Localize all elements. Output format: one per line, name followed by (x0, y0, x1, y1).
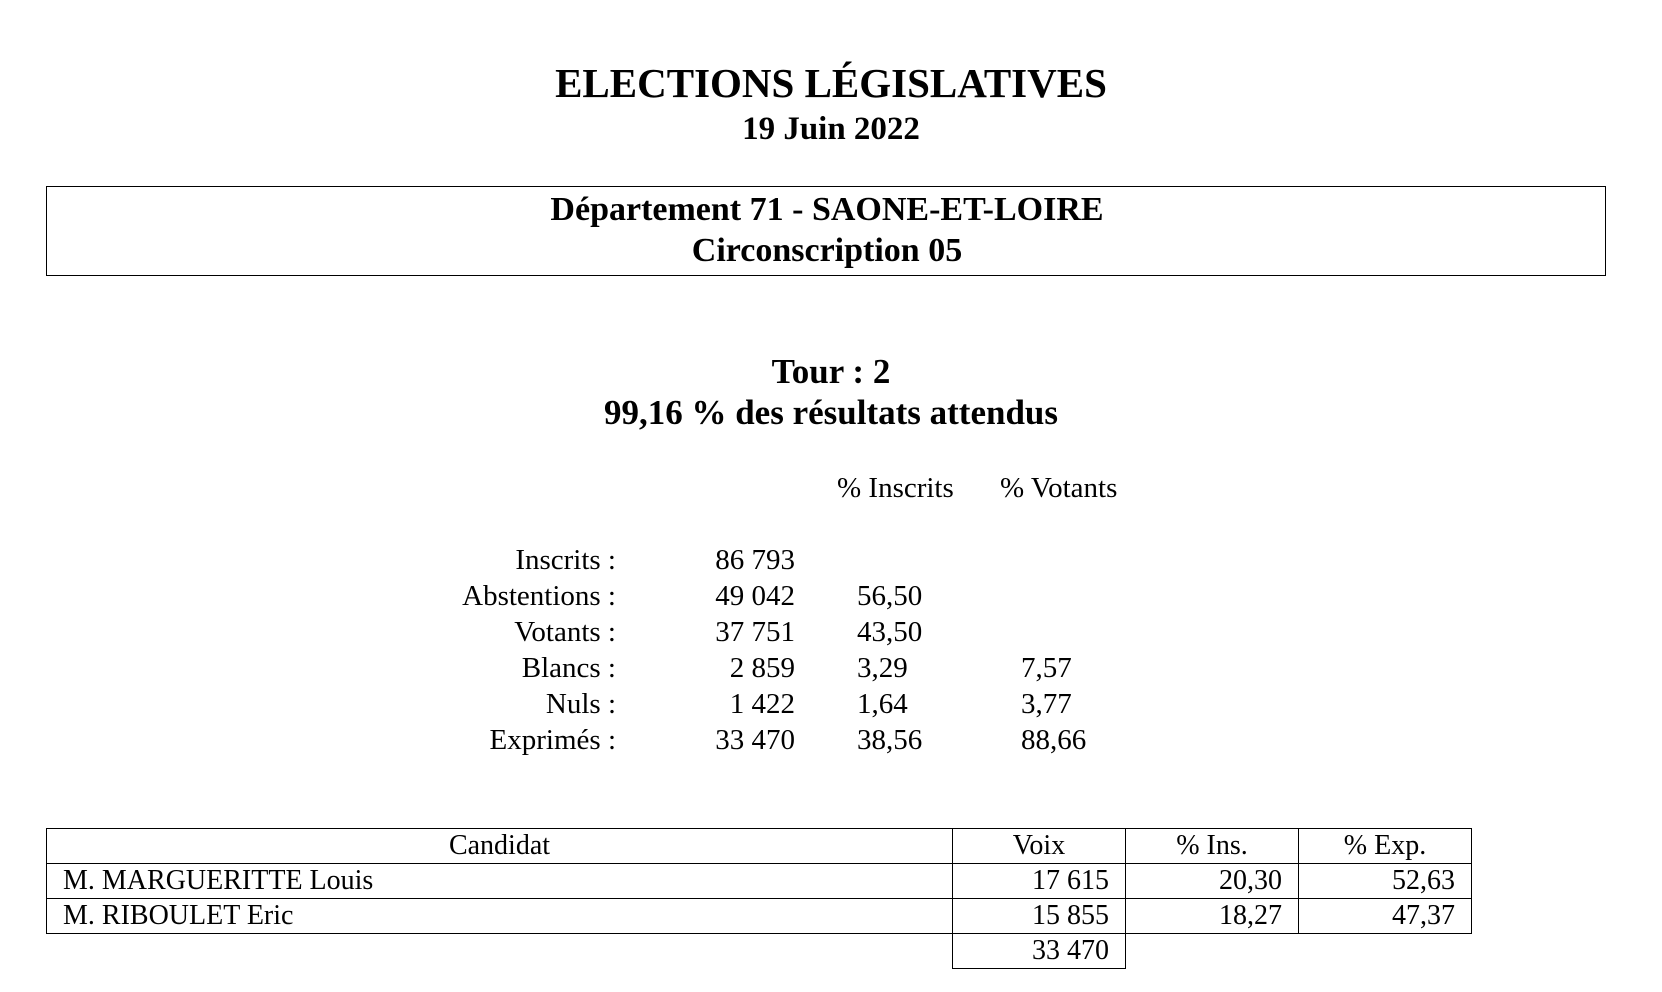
header-pct-inscrits: % Inscrits (837, 472, 954, 504)
stat-value: 37 751 (715, 616, 795, 648)
results-progress: 99,16 % des résultats attendus (603, 393, 1059, 432)
stat-value: 33 470 (715, 724, 795, 756)
header-voix: Voix (953, 829, 1126, 864)
stat-value: 1 422 (729, 688, 795, 720)
stat-pct-inscrits: 56,50 (857, 580, 923, 612)
department-box (46, 186, 1606, 276)
blank-cell (1126, 934, 1299, 969)
table-row (47, 899, 1472, 934)
candidates-table (46, 828, 1472, 969)
table-row (47, 864, 1472, 899)
stat-pct-inscrits: 3,29 (857, 652, 908, 684)
circonscription: Circonscription 05 (691, 232, 963, 269)
header-pct-exp: % Exp. (1299, 829, 1472, 864)
stat-pct-votants: 88,66 (1021, 724, 1087, 756)
stat-label: Exprimés : (489, 724, 616, 756)
header-candidat: Candidat (47, 829, 953, 864)
document-title: ELECTIONS LÉGISLATIVES (555, 60, 1107, 106)
header-pct-ins: % Ins. (1126, 829, 1299, 864)
tour-number: Tour : 2 (771, 352, 891, 391)
stat-label: Inscrits : (515, 544, 616, 576)
stat-pct-votants: 7,57 (1021, 652, 1072, 684)
stat-value: 49 042 (715, 580, 795, 612)
stat-label: Nuls : (545, 688, 616, 720)
candidate-pct-ins: 20,30 (1126, 864, 1299, 899)
candidate-voix: 17 615 (953, 864, 1126, 899)
candidate-pct-exp: 47,37 (1299, 899, 1472, 934)
blank-cell (1299, 934, 1472, 969)
blank-cell (47, 934, 953, 969)
header-pct-votants: % Votants (1000, 472, 1118, 504)
stat-value: 2 859 (729, 652, 795, 684)
table-header-row (47, 829, 1472, 864)
candidate-pct-ins: 18,27 (1126, 899, 1299, 934)
stat-value: 86 793 (715, 544, 795, 576)
candidate-name: M. MARGUERITTE Louis (47, 864, 953, 899)
stat-pct-inscrits: 1,64 (857, 688, 908, 720)
candidate-name: M. RIBOULET Eric (47, 899, 953, 934)
department-name: Département 71 - SAONE-ET-LOIRE (550, 191, 1104, 228)
candidate-voix: 15 855 (953, 899, 1126, 934)
stat-pct-inscrits: 38,56 (857, 724, 923, 756)
election-date: 19 Juin 2022 (742, 111, 920, 147)
table-total-row (47, 934, 1472, 969)
stat-label: Blancs : (521, 652, 616, 684)
stat-pct-votants: 3,77 (1021, 688, 1072, 720)
stat-label: Votants : (514, 616, 616, 648)
total-voix: 33 470 (953, 934, 1126, 969)
stat-pct-inscrits: 43,50 (857, 616, 923, 648)
stat-label: Abstentions : (462, 580, 616, 612)
candidate-pct-exp: 52,63 (1299, 864, 1472, 899)
